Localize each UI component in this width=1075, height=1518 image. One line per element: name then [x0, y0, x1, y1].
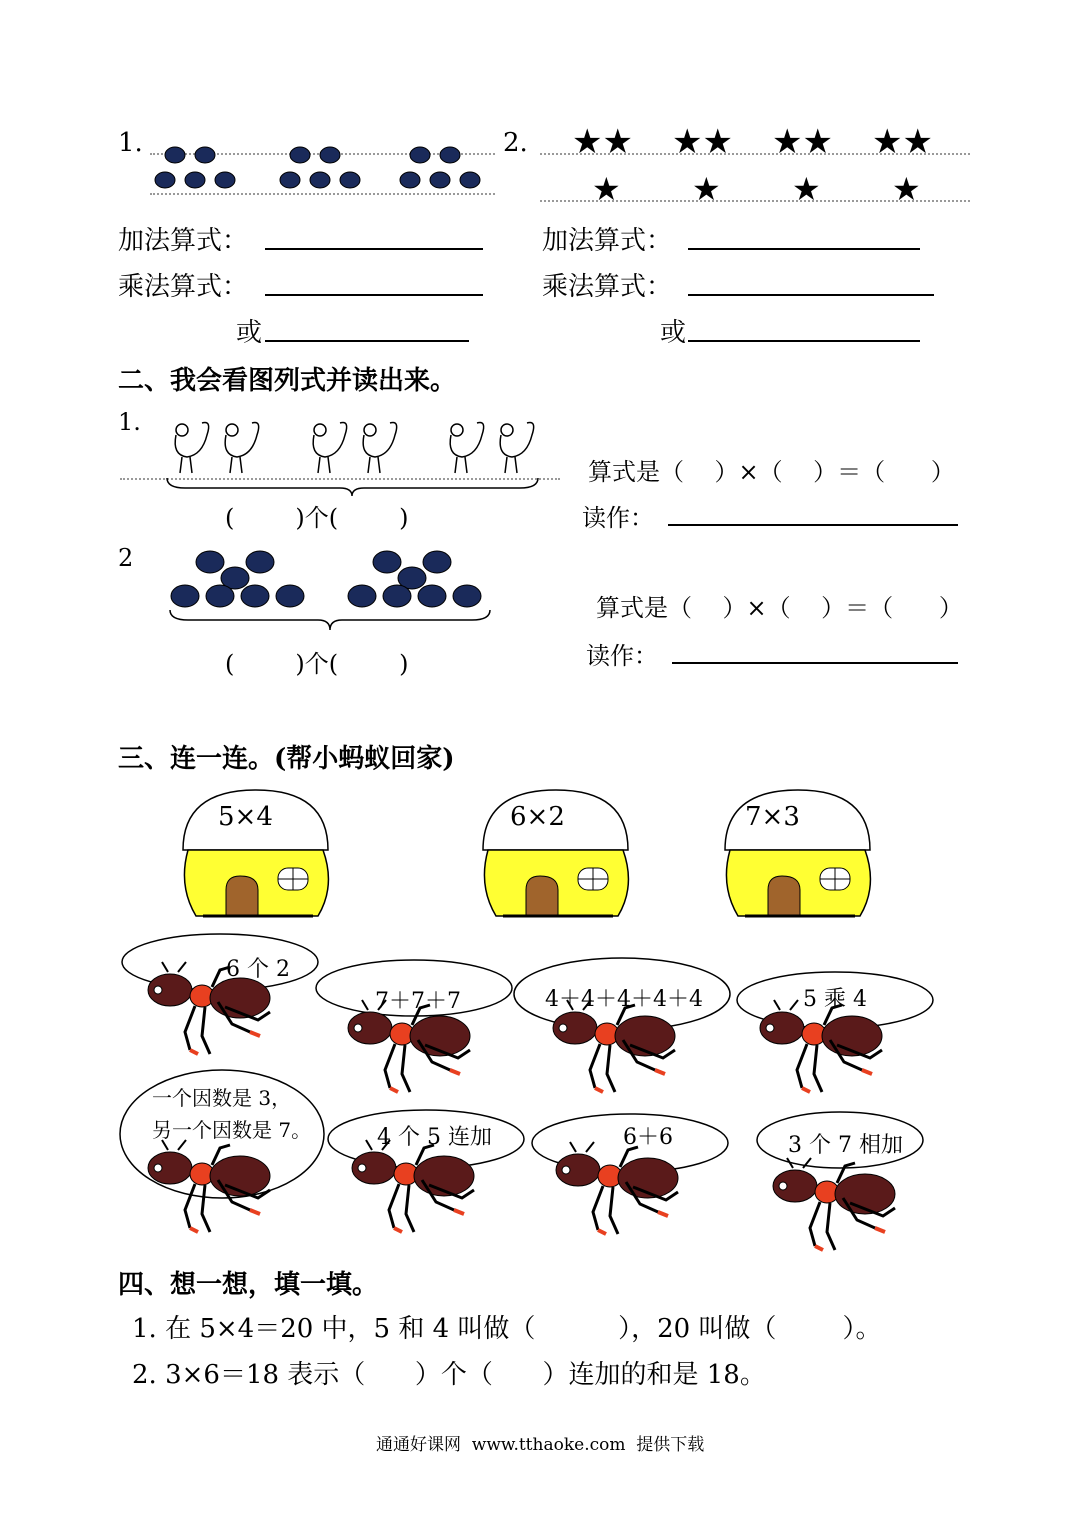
star-pair-icon: ★★ — [772, 122, 833, 162]
ant-icon[interactable] — [548, 1142, 688, 1237]
answer-line[interactable] — [688, 294, 934, 296]
multiplication-label: 乘法算式： — [542, 272, 673, 302]
ant-icon[interactable] — [344, 1140, 484, 1235]
question-2-number: 2 — [118, 544, 134, 572]
question-1-number: 1. — [118, 408, 141, 436]
ant-label: 一个因数是 3， — [152, 1086, 292, 1110]
ant-label: 4＋4＋4＋4＋4 — [545, 987, 703, 1012]
ant-icon[interactable] — [752, 1000, 892, 1095]
mushroom-house-icon[interactable] — [720, 788, 880, 920]
star-icon: ★ — [692, 170, 721, 208]
answer-line[interactable] — [265, 340, 469, 342]
house-label: 5×4 — [218, 802, 273, 832]
brace-label: ( )个( ) — [225, 504, 409, 532]
multiplication-label: 乘法算式： — [118, 272, 249, 302]
ant-icon[interactable] — [140, 1140, 280, 1235]
answer-line[interactable] — [688, 248, 920, 250]
section-3-title: 三、连一连。(帮小蚂蚁回家) — [118, 744, 455, 774]
flower-group-icon — [150, 140, 250, 200]
star-icon: ★ — [592, 170, 621, 208]
fill-question-2: 2. 3×6＝18 表示（ ）个（ ）连加的和是 18。 — [132, 1360, 766, 1390]
or-label: 或 — [660, 318, 687, 348]
flower-group-icon — [275, 140, 375, 200]
formula-line: 算式是（ ）×（ ）＝（ ） — [588, 458, 955, 486]
addition-label: 加法算式： — [118, 226, 249, 256]
ant-label: 另一个因数是 7。 — [152, 1118, 312, 1142]
ant-label: 6＋6 — [623, 1125, 673, 1150]
rooster-group-icon — [437, 415, 547, 475]
question-1-number: 1. — [118, 128, 143, 158]
peach-group-icon — [342, 548, 492, 610]
curly-brace — [168, 608, 492, 632]
rooster-group-icon — [162, 415, 272, 475]
answer-line[interactable] — [688, 340, 920, 342]
peach-group-icon — [165, 548, 310, 610]
ant-icon[interactable] — [765, 1158, 905, 1253]
answer-line[interactable] — [265, 248, 483, 250]
ant-label: 5 乘 4 — [803, 987, 867, 1012]
ant-label: 4 个 5 连加 — [377, 1125, 492, 1150]
star-pair-icon: ★★ — [672, 122, 733, 162]
read-label: 读作： — [586, 642, 658, 670]
footer-text: 通通好课网 www.tthaoke.com 提供下载 — [376, 1435, 705, 1455]
brace-label: ( )个( ) — [225, 650, 409, 678]
star-icon: ★ — [792, 170, 821, 208]
ant-icon[interactable] — [545, 1000, 685, 1095]
answer-line[interactable] — [672, 662, 958, 664]
ant-label: 7＋7＋7 — [375, 989, 461, 1014]
curly-brace — [165, 476, 540, 498]
star-icon: ★ — [892, 170, 921, 208]
section-2-title: 二、我会看图列式并读出来。 — [118, 366, 457, 396]
read-label: 读作： — [582, 504, 654, 532]
ant-label: 3 个 7 相加 — [788, 1133, 903, 1158]
star-pair-icon: ★★ — [572, 122, 633, 162]
addition-label: 加法算式： — [542, 226, 673, 256]
section-4-title: 四、想一想，填一填。 — [118, 1270, 379, 1300]
formula-line: 算式是（ ）×（ ）＝（ ） — [596, 594, 963, 622]
fill-question-1: 1. 在 5×4＝20 中，5 和 4 叫做（ ），20 叫做（ ）。 — [132, 1314, 882, 1344]
answer-line[interactable] — [668, 524, 958, 526]
or-label: 或 — [236, 318, 263, 348]
answer-line[interactable] — [265, 294, 483, 296]
rooster-group-icon — [300, 415, 410, 475]
question-2-number: 2. — [503, 128, 528, 158]
star-pair-icon: ★★ — [872, 122, 933, 162]
flower-group-icon — [395, 140, 495, 200]
house-label: 7×3 — [745, 802, 800, 832]
ant-label: 6 个 2 — [226, 957, 290, 982]
house-label: 6×2 — [510, 802, 565, 832]
